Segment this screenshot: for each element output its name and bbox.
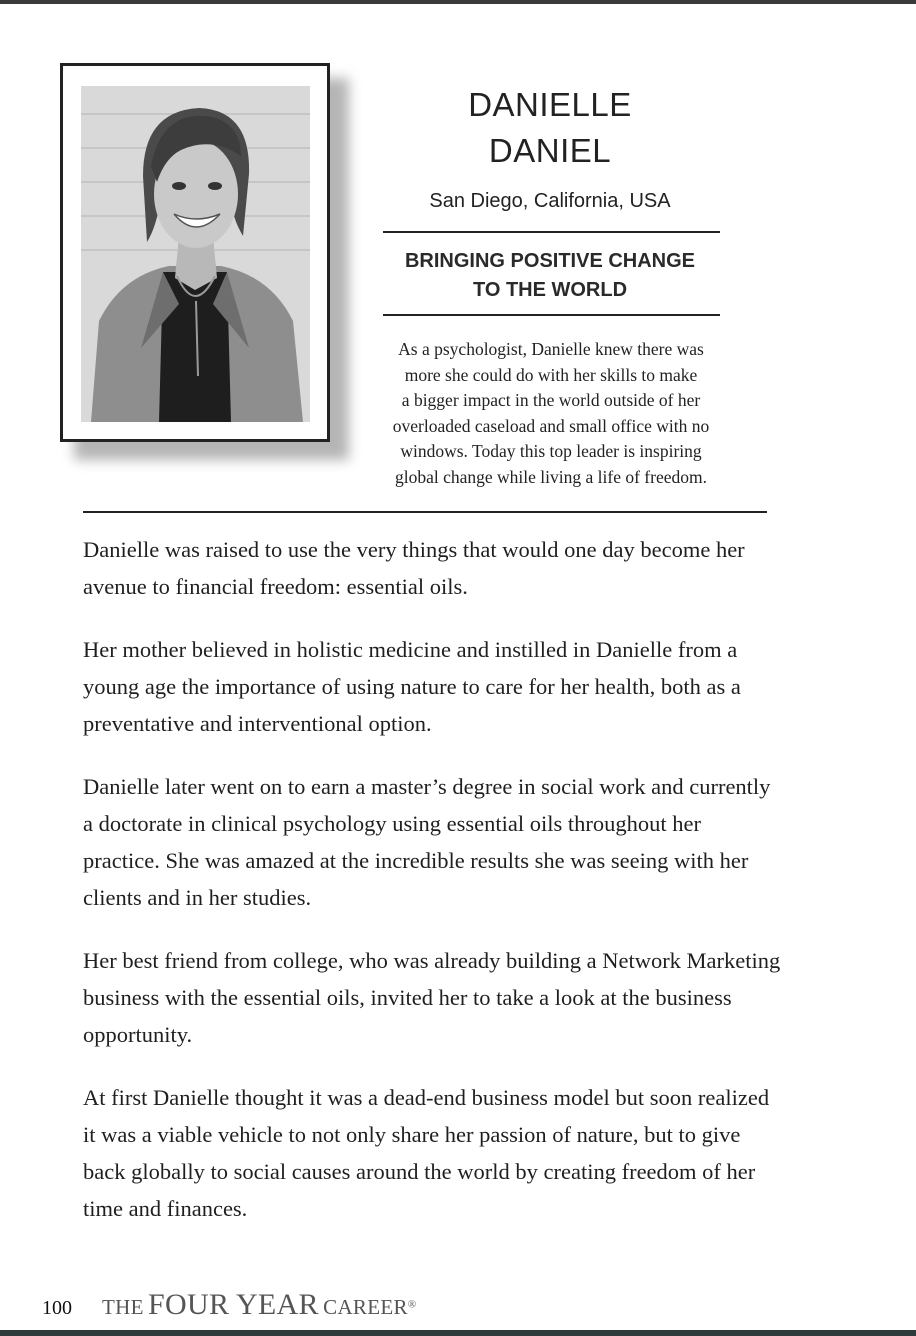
intro-line: overloaded caseload and small office with no [392,415,710,436]
book-title-career: CAREER [323,1295,408,1319]
intro-line: a bigger impact in the world outside of her [401,390,701,410]
bottom-border [0,1330,916,1336]
divider-section [83,511,767,513]
intro-line: windows. Today this top leader is inspiring [400,441,702,461]
tagline-line-2: TO THE WORLD [472,279,628,301]
book-title-main: FOUR YEAR [148,1288,319,1321]
body-paragraph: Danielle was raised to use the very things that would one day become her avenue to financial freedom: essential oils. [83,537,745,599]
location: San Diego, California, USA [429,190,671,212]
book-title-the: THE [102,1295,144,1319]
name-first: DANIELLE [468,86,632,123]
intro-line: more she could do with her skills to make [404,364,698,385]
portrait-photo [81,86,310,422]
person-name [400,82,700,174]
intro-line: As a psychologist, Danielle knew there was [398,339,704,359]
book-title [102,1288,416,1322]
divider-top [383,231,720,233]
intro-line: global change while living a life of freedom. [395,466,707,487]
page-footer [42,1288,416,1322]
tagline [380,247,720,305]
intro-summary [360,337,742,490]
top-border [0,0,916,4]
body-paragraph: Her best friend from college, who was already building a Network Marketing business with the essential oils, invited her to take a look at the business opportunity. [83,948,781,1047]
registered-mark: ® [407,1298,417,1311]
body-paragraph: Danielle later went on to earn a master’s degree in social work and currently a doctorate in clinical psychology using essential oils throughout her practice. She was amazed at the incredible results she was seeing with her clients and in her studies. [83,774,771,910]
body-paragraph: At first Danielle thought it was a dead-end business model but soon realized it was a viable vehicle to not only share her passion of nature, but to give back globally to social causes around the world by creating freedom of her time and finances. [83,1085,770,1221]
page-number: 100 [42,1297,72,1319]
name-last: DANIEL [488,132,612,169]
tagline-line-1: BRINGING POSITIVE CHANGE [404,250,696,272]
article-body [83,531,783,1253]
body-paragraph: Her mother believed in holistic medicine and instilled in Danielle from a young age the importance of using nature to care for her health, both as a preventative and interventional option. [83,637,741,736]
divider-middle [383,314,720,316]
